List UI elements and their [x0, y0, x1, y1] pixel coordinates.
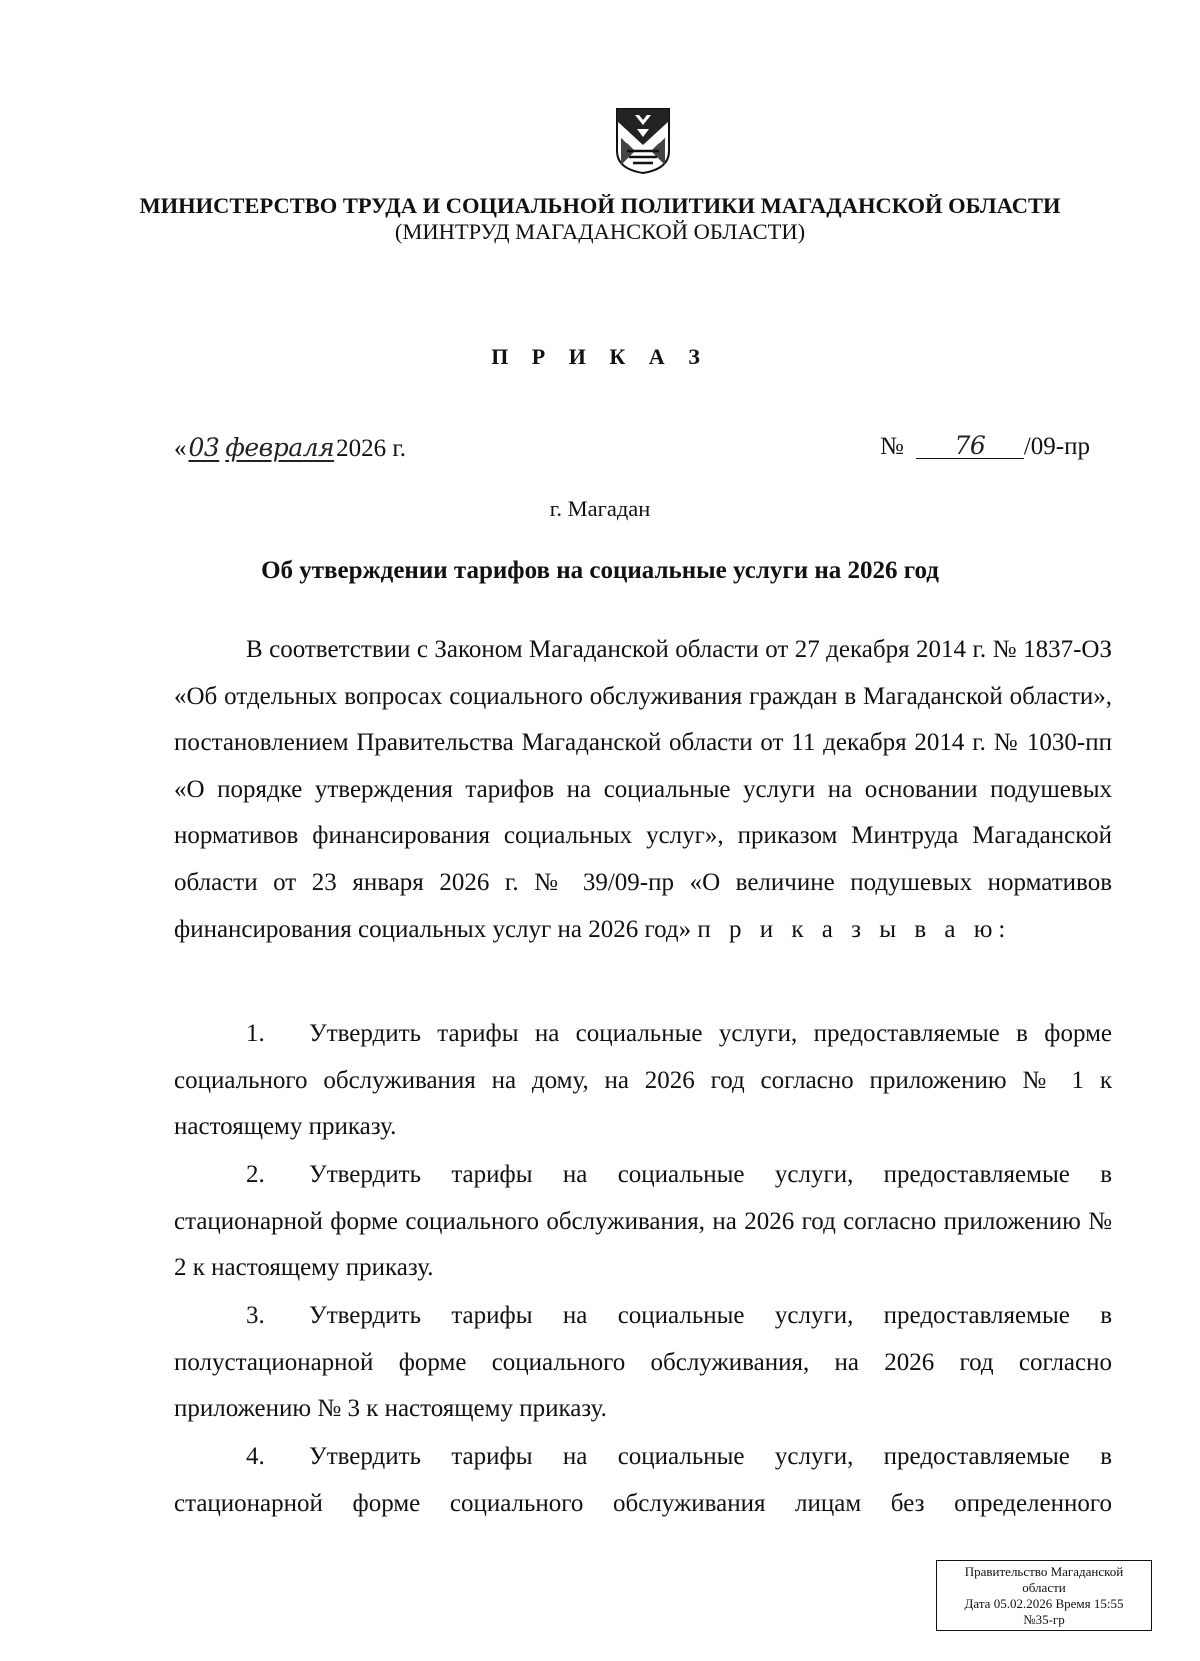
- date-year: 2026 г.: [336, 435, 407, 462]
- handwritten-day: 03: [188, 433, 220, 462]
- stamp-line: области: [1022, 1580, 1066, 1595]
- item-text: Утвердить тарифы на социальные услуги, предоставляемые в стационарной форме социального обслуживания, на 2026 год согласно приложению № 2 к настоящему приказу.: [174, 1161, 1112, 1282]
- item-text: Утвердить тарифы на социальные услуги, предоставляемые в форме социального обслуживания на дому, на 2026 год согласно приложению № 1 к настоящему приказу.: [174, 1020, 1112, 1141]
- list-item: [174, 1152, 1112, 1292]
- list-item: [174, 1011, 1112, 1151]
- magadan-coat-of-arms-icon: [615, 107, 671, 175]
- document-title: Об утверждении тарифов на социальные услуги на 2026 год: [261, 557, 939, 584]
- item-number: 3.: [246, 1302, 265, 1329]
- registration-stamp: [936, 1560, 1152, 1631]
- command-word: п р и к а з ы в а ю:: [697, 915, 1012, 943]
- item-number: 2.: [246, 1161, 265, 1188]
- ministry-short-name: (МИНТРУД МАГАДАНСКОЙ ОБЛАСТИ): [394, 219, 806, 244]
- handwritten-month: февраля: [225, 433, 335, 462]
- number-sign: №: [880, 433, 904, 460]
- list-item: [174, 1434, 1112, 1527]
- stamp-line: №35-гр: [1023, 1612, 1065, 1627]
- ministry-name: МИНИСТЕРСТВО ТРУДА И СОЦИАЛЬНОЙ ПОЛИТИКИ МАГАДАНСКОЙ ОБЛАСТИ: [139, 193, 1061, 218]
- list-item: [174, 1293, 1112, 1433]
- stamp-line: Дата 05.02.2026 Время 15:55: [964, 1596, 1124, 1611]
- document-type: П Р И К А З: [491, 344, 709, 369]
- order-number: [880, 433, 1090, 461]
- item-text: Утвердить тарифы на социальные услуги, предоставляемые в полустационарной форме социального обслуживания, на 2026 год согласно приложению № 3 к настоящему приказу.: [174, 1302, 1112, 1423]
- handwritten-number: 76: [916, 434, 1024, 459]
- stamp-line: Правительство Магаданской: [964, 1564, 1124, 1579]
- item-number: 4.: [246, 1443, 265, 1470]
- order-date: [174, 433, 406, 463]
- city: г. Магадан: [549, 496, 651, 521]
- intro-text: В соответствии с Законом Магаданской области от 27 декабря 2014 г. № 1837-ОЗ «Об отдельных вопросах социального обслуживания граждан в Магаданской области», постановлением Правительства Магаданской области от 11 декабря 2014 г. № 1030-пп «О порядке утверждения тарифов на социальные услуги на основании подушевых нормативов финансирования социальных услуг», приказом Минтруда Магаданской области от 23 января 2026 г. № 39/09-пр «О величине подушевых нормативов финансирования социальных услуг на 2026 год»: [174, 636, 1112, 943]
- number-suffix: /09-пр: [1023, 433, 1091, 460]
- item-number: 1.: [246, 1020, 265, 1047]
- date-open-quote: «: [174, 435, 187, 462]
- item-text: Утвердить тарифы на социальные услуги, предоставляемые в стационарной форме социального обслуживания лицам без определенного: [174, 1443, 1112, 1517]
- intro-paragraph: [174, 627, 1112, 953]
